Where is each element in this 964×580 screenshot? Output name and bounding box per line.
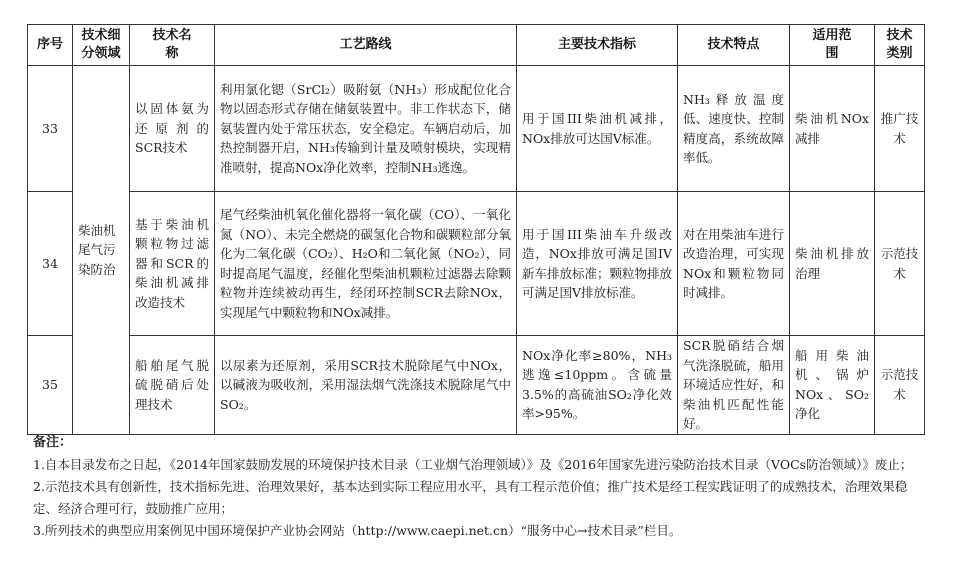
- table-row: [28, 336, 925, 435]
- row-process: 以尿素为还原剂，采用SCR技术脱除尾气中NOx，以碱液为吸收剂，采用湿法烟气洗涤技术脱除尾气中SO₂。: [215, 336, 517, 435]
- note-item: 1.自本目录发布之日起，《2014年国家鼓励发展的环境保护技术目录（工业烟气治理领域）》及《2016年国家先进污染防治技术目录（VOCs防治领域）》废止；: [33, 457, 913, 472]
- row-scope: 柴油机排放治理: [790, 192, 875, 336]
- header-features: 技术特点: [678, 25, 790, 66]
- row-scope: 柴油机NOx减排: [790, 66, 875, 192]
- row-indicators: 用于国III柴油机减排，NOx排放可达国V标准。: [517, 66, 678, 192]
- header-scope: 适用范围: [790, 25, 875, 66]
- row-category: 示范技术: [875, 192, 925, 336]
- row-process: 利用氯化锶（SrCl₂）吸附氨（NH₃）形成配位化合物以固态形式存储在储氨装置中。非工作状态下，储氨装置内处于常压状态，安全稳定。车辆启动后，加热控制器开启，NH₃传输到计量及喷射模块，实现精准喷射，提高NOx净化效率，控制NH₃逃逸。: [215, 66, 517, 192]
- row-features: SCR脱硝结合烟气洗涤脱硫，船用环境适应性好，和柴油机匹配性能好。: [678, 336, 790, 435]
- row-process: 尾气经柴油机氧化催化器将一氧化碳（CO）、一氧化氮（NO）、未完全燃烧的碳氢化合物和碳颗粒部分氧化为二氧化碳（CO₂）、H₂O和二氧化氮（NO₂），同时提高尾气温度，经催化型柴油机颗粒过滤器去除颗粒物并连续被动再生，经闭环控制SCR去除NOx，实现尾气中颗粒物和NOx减排。: [215, 192, 517, 336]
- technology-catalog-table: [27, 24, 925, 435]
- header-category: 技术类别: [875, 25, 925, 66]
- row-features: NH₃释放温度低、速度快、控制精度高，系统故障率低。: [678, 66, 790, 192]
- header-index: 序号: [28, 25, 73, 66]
- note-item: 2.示范技术具有创新性，技术指标先进、治理效果好，基本达到实际工程应用水平，具有工程示范价值；推广技术是经工程实践证明了的成熟技术，治理效果稳定、经济合理可行，鼓励推广应用；: [33, 479, 908, 516]
- row-category: 推广技术: [875, 66, 925, 192]
- header-process: 工艺路线: [215, 25, 517, 66]
- row-features: 对在用柴油车进行改造治理，可实现NOx和颗粒物同时减排。: [678, 192, 790, 336]
- row-name: 基于柴油机颗粒物过滤器和SCR的柴油机减排改造技术: [130, 192, 215, 336]
- row-index: 35: [28, 336, 73, 435]
- notes-section: [33, 432, 923, 542]
- row-index: 33: [28, 66, 73, 192]
- row-name: 船舶尾气脱硫脱硝后处理技术: [130, 336, 215, 435]
- row-name: 以固体氨为还原剂的SCR技术: [130, 66, 215, 192]
- header-subfield: 技术细分领域: [73, 25, 130, 66]
- row-scope: 船用柴油机、锅炉NOx、SO₂净化: [790, 336, 875, 435]
- row-index: 34: [28, 192, 73, 336]
- header-name: 技术名称: [130, 25, 215, 66]
- note-item: 3.所列技术的典型应用案例见中国环境保护产业协会网站（http://www.caepi.net.cn）“服务中心→技术目录”栏目。: [33, 523, 682, 538]
- header-indicators: 主要技术指标: [517, 25, 678, 66]
- notes-title: 备注：: [33, 435, 73, 450]
- table-row: [28, 192, 925, 336]
- row-indicators: NOx净化率≥80%，NH₃逃逸≤10ppm。含硫量3.5%的高硫油SO₂净化效率>95%。: [517, 336, 678, 435]
- table-row: [28, 66, 925, 192]
- row-indicators: 用于国III柴油车升级改造，NOx排放可满足国IV新车排放标准；颗粒物排放可满足国V排放标准。: [517, 192, 678, 336]
- header-row: [28, 25, 925, 66]
- row-subfield: 柴油机尾气污染防治: [73, 66, 130, 435]
- row-category: 示范技术: [875, 336, 925, 435]
